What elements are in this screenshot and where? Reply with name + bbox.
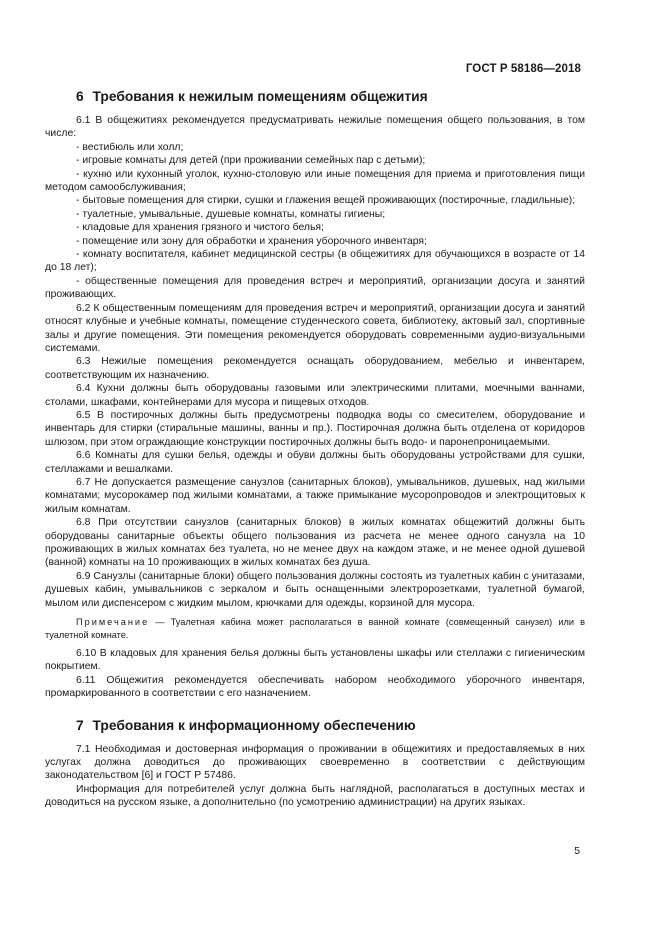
list-item: - общественные помещения для проведения встреч и мероприятий, организации досуга и занятий проживающих. xyxy=(45,275,585,301)
section-title: Требования к информационному обеспечению xyxy=(92,717,416,733)
list-item: - туалетные, умывальные, душевые комнаты, комнаты гигиены; xyxy=(76,208,386,220)
note-text: — Туалетная кабина может располагаться в ванной комнате (совмещенный санузел) или в туалетной комнате. xyxy=(45,617,585,640)
note xyxy=(45,616,585,641)
paragraph-6-4: 6.4 Кухни должны быть оборудованы газовыми или электрическими плитами, моечными ваннами, столами, шкафами, контейнерами для мусора и пищевых отходов. xyxy=(45,383,585,408)
list-item: - помещение или зону для обработки и хранения уборочного инвентаря; xyxy=(76,235,427,247)
section-7-heading xyxy=(45,717,585,735)
section-title: Требования к нежилым помещениям общежития xyxy=(92,89,428,104)
paragraph-6-7: 6.7 Не допускается размещение санузлов (санитарных блоков), умывальников, душевых, над жилыми комнатами; мусорокамер под жилыми комнатами, а также примыкание мусоропроводов и электрощитовых к жилым комнатам. xyxy=(45,476,585,515)
paragraph-6-6: 6.6 Комнаты для сушки белья, одежды и обуви должны быть оборудованы устройствами для сушки, стеллажами и вешалками. xyxy=(45,450,585,475)
section-number: 7 xyxy=(76,717,84,733)
list-item: - комнату воспитателя, кабинет медицинской сестры (в общежитиях для обучающихся в возрасте от 14 до 18 лет); xyxy=(45,249,585,274)
paragraph-6-8: 6.8 При отсутствии санузлов (санитарных блоков) в жилых комнатах общежитий должны быть оборудованы санитарные объекты общего пользования из расчета не менее одного санузла на 10 проживающих в жилых комнатах без туалета, но не менее двух на каждом этаже, и не менее одной душевой (ванной) комнаты на 10 проживающих в жилых комнатах без душа. xyxy=(45,517,585,569)
page-number: 5 xyxy=(574,846,580,857)
page-content xyxy=(45,88,585,810)
list-item: - вестибюль или холл; xyxy=(76,141,184,153)
list-item: - кухню или кухонный уголок, кухню-столовую или иные помещения для приема и приготовления пищи методом самообслуживания; xyxy=(45,168,585,194)
paragraph-6-2: 6.2 К общественным помещениям для проведения встреч и мероприятий, организации досуга и занятий относят клубные и учебные комнаты, помещение студенческого совета, библиотеку, актовый зал, спортивные залы и другие помещения. Эти помещения рекомендуется оборудовать современными аудио-визуальными системами. xyxy=(45,302,585,354)
section-number: 6 xyxy=(76,89,84,104)
paragraph-6-9: 6.9 Санузлы (санитарные блоки) общего пользования должны состоять из туалетных кабин с унитазами, душевых кабин, умывальников с зеркалом и быть оснащенными электророзетками, туалетной бумагой, мылом или диспенсером с жидким мылом, крючками для одежды, корзиной для мусора. xyxy=(45,570,585,609)
paragraph-7-1-continued: Информация для потребителей услуг должна быть наглядной, располагаться в доступных местах и доводиться на русском языке, а дополнительно (по усмотрению администрации) на других языках. xyxy=(45,783,585,809)
standard-code: ГОСТ Р 58186—2018 xyxy=(465,63,581,75)
section-6-heading xyxy=(45,88,585,106)
paragraph-7-1: 7.1 Необходимая и достоверная информация о проживании в общежитиях и предоставляемых в них услугах должна доводиться до проживающих своевременно в соответствии с действующим законодательством [6] и ГОСТ Р 57486. xyxy=(45,743,585,782)
note-label: Примечание xyxy=(76,617,150,628)
list-item: - игровые комнаты для детей (при проживании семейных пар с детьми); xyxy=(76,155,426,167)
paragraph-6-5: 6.5 В постирочных должны быть предусмотрены подводка воды со смесителем, оборудование и инвентарь для стирки (стиральные машины, ванны и пр.). Постирочная должна быть отделена от коридоров шлюзом, при этом ограждающие конструкции постирочных должны быть водо- и паронепроницаемыми. xyxy=(45,409,585,448)
list-item: - бытовые помещения для стирки, сушки и глажения вещей проживающих (постирочные, гладильные); xyxy=(76,195,576,207)
paragraph-6-1: 6.1 В общежитиях рекомендуется предусматривать нежилые помещения общего пользования, в том числе: xyxy=(45,115,585,140)
paragraph-6-3: 6.3 Нежилые помещения рекомендуется оснащать оборудованием, мебелью и инвентарем, соответствующим их назначению. xyxy=(45,356,585,381)
paragraph-6-10: 6.10 В кладовых для хранения белья должны быть установлены шкафы или стеллажи с гигиеническим покрытием. xyxy=(45,648,585,673)
list-item: - кладовые для хранения грязного и чистого белья; xyxy=(76,222,324,234)
paragraph-6-11: 6.11 Общежития рекомендуется обеспечивать набором необходимого уборочного инвентаря, промаркированного в соответствии с его назначением. xyxy=(45,674,585,700)
